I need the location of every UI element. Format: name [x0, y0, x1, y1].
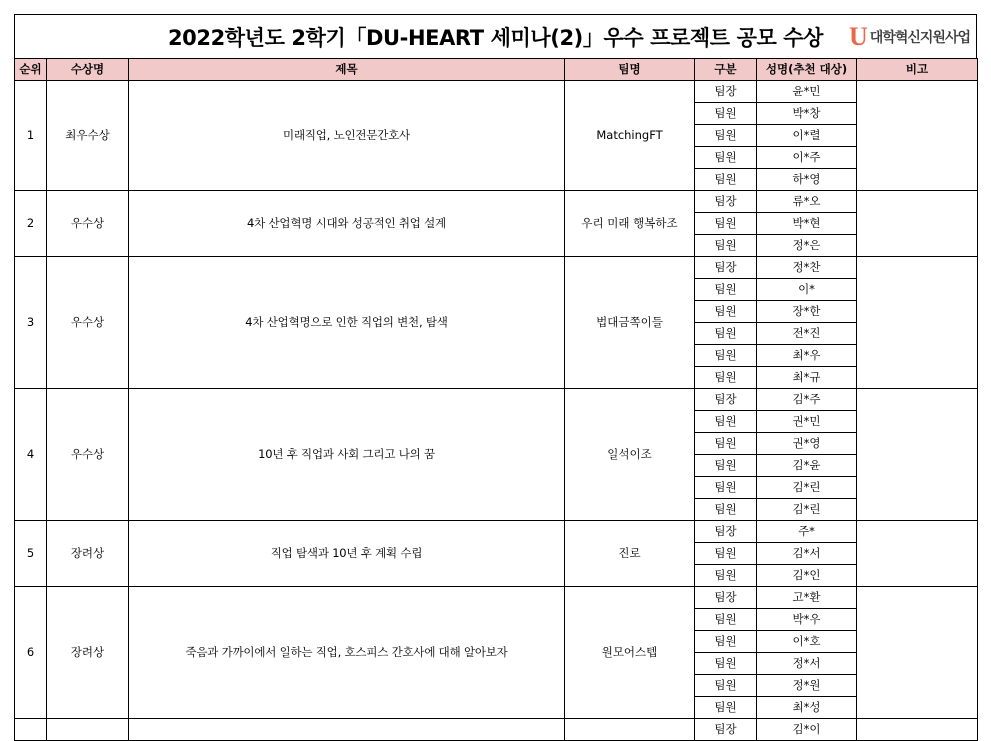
- cell-role: 팀원: [695, 125, 757, 147]
- cell-member-name: 김*서: [757, 543, 857, 565]
- cell-role: 팀장: [695, 521, 757, 543]
- cell-member-name: 윤*민: [757, 81, 857, 103]
- document-title-bar: [14, 14, 977, 58]
- cell-team: MatchingFT: [565, 81, 695, 191]
- cell-member-name: 이*: [757, 279, 857, 301]
- cell-role: 팀원: [695, 499, 757, 521]
- cell-note: [857, 587, 978, 719]
- logo-u-icon: U: [849, 21, 868, 51]
- cell-title: [129, 719, 565, 741]
- col-name: 성명(추천 대상): [757, 59, 857, 81]
- cell-title: 10년 후 직업과 사회 그리고 나의 꿈: [129, 389, 565, 521]
- cell-role: 팀원: [695, 345, 757, 367]
- cell-role: 팀원: [695, 609, 757, 631]
- cell-note: [857, 719, 978, 741]
- cell-role: 팀원: [695, 675, 757, 697]
- col-note: 비고: [857, 59, 978, 81]
- cell-rank: 2: [15, 191, 47, 257]
- cell-title: 죽음과 가까이에서 일하는 직업, 호스피스 간호사에 대해 알아보자: [129, 587, 565, 719]
- cell-note: [857, 81, 978, 191]
- cell-member-name: 박*창: [757, 103, 857, 125]
- cell-award: 최우수상: [47, 81, 129, 191]
- cell-role: 팀원: [695, 477, 757, 499]
- cell-note: [857, 191, 978, 257]
- cell-title: 미래직업, 노인전문간호사: [129, 81, 565, 191]
- cell-team: 진로: [565, 521, 695, 587]
- cell-member-name: 이*렬: [757, 125, 857, 147]
- col-team: 팀명: [565, 59, 695, 81]
- cell-member-name: 박*현: [757, 213, 857, 235]
- cell-role: 팀원: [695, 103, 757, 125]
- cell-member-name: 권*민: [757, 411, 857, 433]
- table-row: [15, 521, 978, 543]
- cell-role: 팀원: [695, 411, 757, 433]
- cell-title: 직업 탐색과 10년 후 계획 수립: [129, 521, 565, 587]
- cell-member-name: 김*주: [757, 389, 857, 411]
- cell-member-name: 김*린: [757, 499, 857, 521]
- cell-role: 팀장: [695, 389, 757, 411]
- cell-member-name: 전*진: [757, 323, 857, 345]
- cell-team: 우리 미래 행복하조: [565, 191, 695, 257]
- cell-team: 일석이조: [565, 389, 695, 521]
- table-body: [15, 81, 978, 741]
- awards-table: [14, 58, 978, 741]
- cell-member-name: 박*우: [757, 609, 857, 631]
- cell-role: 팀원: [695, 433, 757, 455]
- cell-team: 원모어스텝: [565, 587, 695, 719]
- cell-title: 4차 산업혁명 시대와 성공적인 취업 설계: [129, 191, 565, 257]
- cell-rank: [15, 719, 47, 741]
- cell-team: 법대금쪽이들: [565, 257, 695, 389]
- cell-member-name: 주*: [757, 521, 857, 543]
- cell-note: [857, 521, 978, 587]
- cell-role: 팀원: [695, 169, 757, 191]
- col-role: 구분: [695, 59, 757, 81]
- cell-member-name: 류*오: [757, 191, 857, 213]
- table-row: [15, 257, 978, 279]
- cell-member-name: 정*은: [757, 235, 857, 257]
- table-row: [15, 191, 978, 213]
- cell-role: 팀원: [695, 235, 757, 257]
- cell-role: 팀원: [695, 543, 757, 565]
- cell-member-name: 장*한: [757, 301, 857, 323]
- cell-role: 팀장: [695, 191, 757, 213]
- cell-award: 우수상: [47, 191, 129, 257]
- cell-role: 팀장: [695, 257, 757, 279]
- cell-member-name: 김*린: [757, 477, 857, 499]
- cell-member-name: 김*이: [757, 719, 857, 741]
- cell-member-name: 김*윤: [757, 455, 857, 477]
- cell-role: 팀장: [695, 587, 757, 609]
- table-row: [15, 587, 978, 609]
- cell-role: 팀원: [695, 367, 757, 389]
- cell-member-name: 고*환: [757, 587, 857, 609]
- cell-title: 4차 산업혁명으로 인한 직업의 변천, 탐색: [129, 257, 565, 389]
- cell-note: [857, 257, 978, 389]
- cell-member-name: 정*서: [757, 653, 857, 675]
- cell-member-name: 이*주: [757, 147, 857, 169]
- cell-rank: 3: [15, 257, 47, 389]
- logo-label: 대학혁신지원사업: [870, 27, 970, 47]
- cell-member-name: 정*찬: [757, 257, 857, 279]
- cell-award: 우수상: [47, 257, 129, 389]
- cell-member-name: 하*영: [757, 169, 857, 191]
- cell-member-name: 최*성: [757, 697, 857, 719]
- program-logo: [849, 21, 970, 51]
- cell-award: 장려상: [47, 521, 129, 587]
- table-row: [15, 389, 978, 411]
- cell-rank: 1: [15, 81, 47, 191]
- page-title: 2022학년도 2학기「DU-HEART 세미나(2)」우수 프로젝트 공모 수상: [167, 25, 824, 50]
- cell-member-name: 정*원: [757, 675, 857, 697]
- cell-member-name: 권*영: [757, 433, 857, 455]
- cell-role: 팀원: [695, 213, 757, 235]
- cell-role: 팀장: [695, 81, 757, 103]
- cell-award: [47, 719, 129, 741]
- cell-rank: 6: [15, 587, 47, 719]
- cell-award: 우수상: [47, 389, 129, 521]
- cell-role: 팀원: [695, 455, 757, 477]
- cell-role: 팀원: [695, 697, 757, 719]
- table-header: [15, 59, 978, 81]
- cell-rank: 4: [15, 389, 47, 521]
- cell-member-name: 최*규: [757, 367, 857, 389]
- cell-role: 팀원: [695, 323, 757, 345]
- cell-role: 팀원: [695, 631, 757, 653]
- cell-rank: 5: [15, 521, 47, 587]
- table-row: [15, 719, 978, 741]
- cell-member-name: 김*인: [757, 565, 857, 587]
- cell-team: [565, 719, 695, 741]
- cell-member-name: 최*우: [757, 345, 857, 367]
- col-rank: 순위: [15, 59, 47, 81]
- cell-note: [857, 389, 978, 521]
- cell-role: 팀원: [695, 147, 757, 169]
- cell-role: 팀원: [695, 301, 757, 323]
- cell-role: 팀원: [695, 653, 757, 675]
- table-row: [15, 81, 978, 103]
- col-title: 제목: [129, 59, 565, 81]
- cell-role: 팀원: [695, 565, 757, 587]
- cell-member-name: 이*호: [757, 631, 857, 653]
- header-row: [15, 59, 978, 81]
- cell-role: 팀장: [695, 719, 757, 741]
- cell-role: 팀원: [695, 279, 757, 301]
- col-award: 수상명: [47, 59, 129, 81]
- cell-award: 장려상: [47, 587, 129, 719]
